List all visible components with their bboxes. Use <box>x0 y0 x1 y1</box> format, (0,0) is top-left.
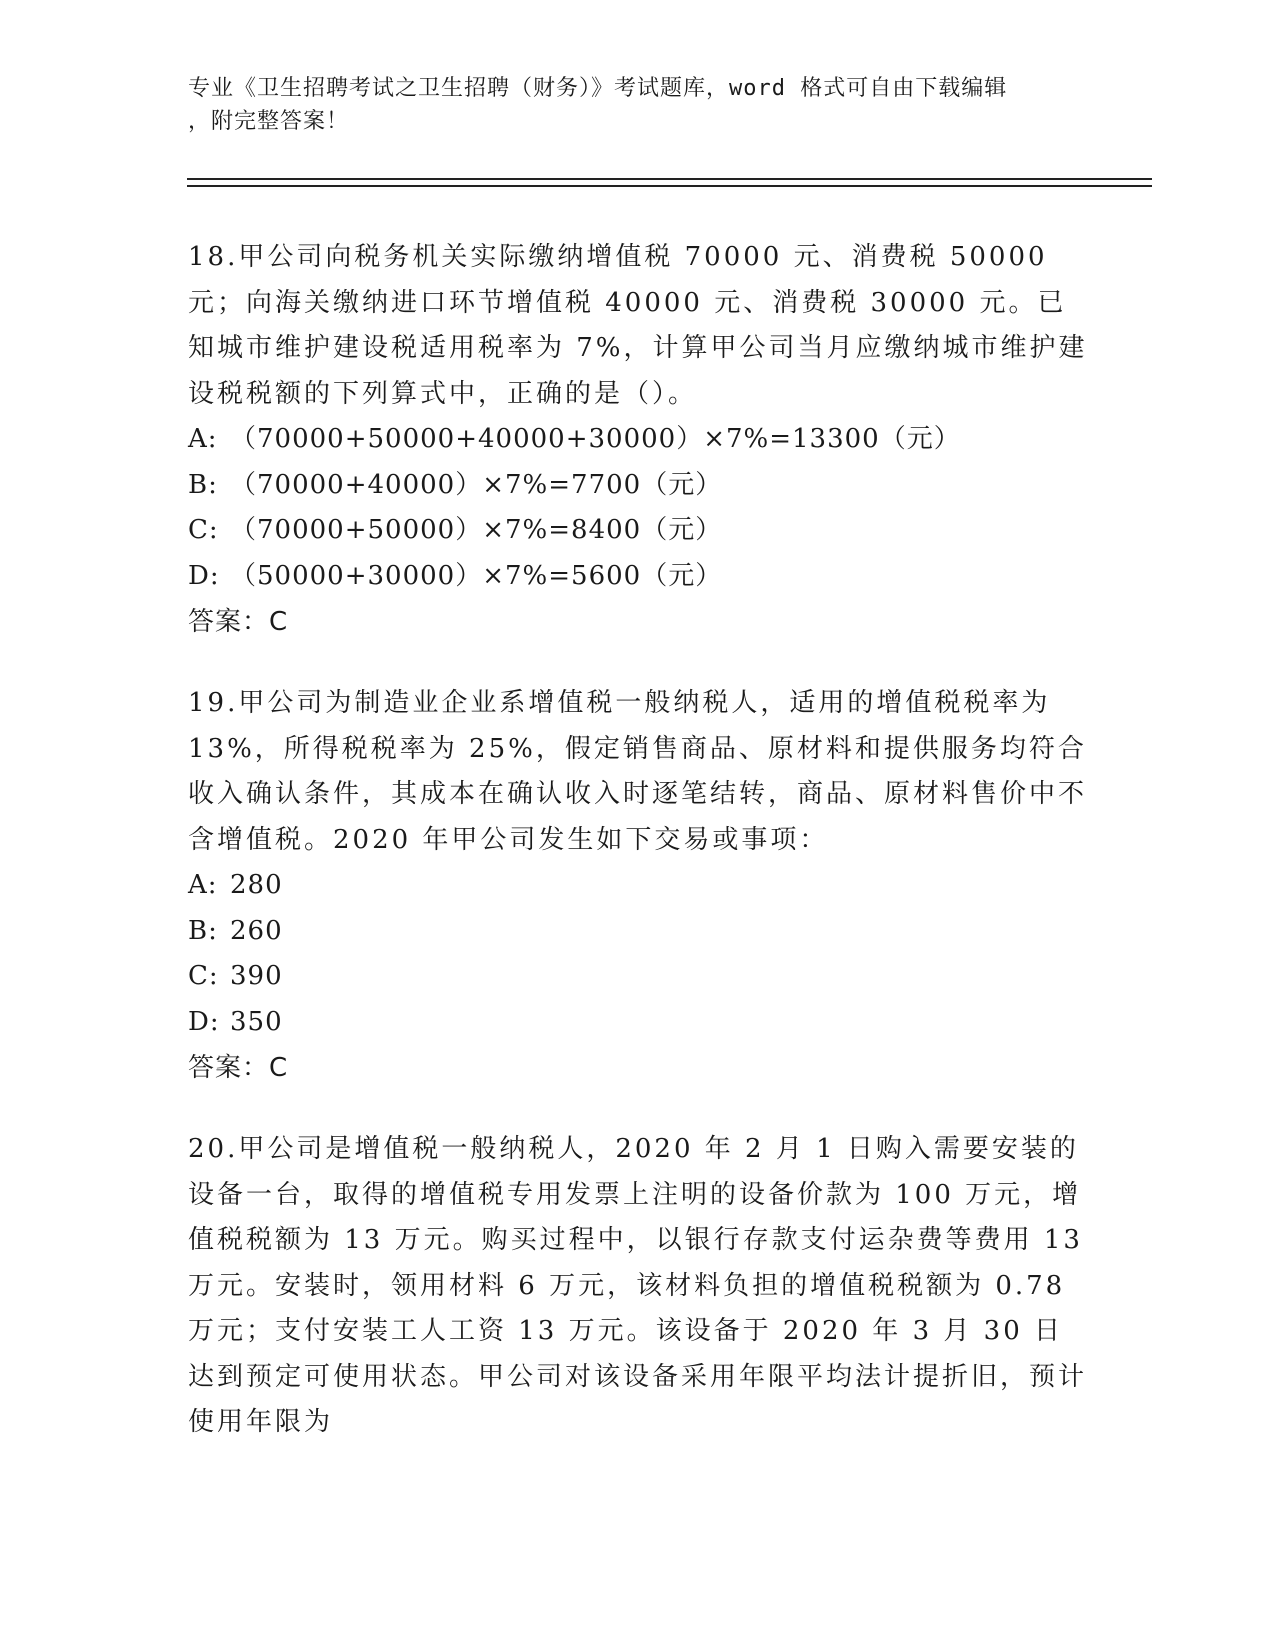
option-text: 390 <box>230 961 283 991</box>
option-key: A: <box>188 870 218 900</box>
option-key: D: <box>188 1006 220 1037</box>
option-key: A: <box>188 424 218 454</box>
question-stem: 19.甲公司为制造业企业系增值税一般纳税人，适用的增值税税率为 13%，所得税税率为 25%，假定销售商品、原材料和提供服务均符合收入确认条件，其成本在确认收入时逐笔结转，商品、原材料售价中不含增值税。2020 年甲公司发生如下交易或事项： <box>188 688 1088 855</box>
option-c <box>188 954 1088 1000</box>
question-list <box>188 235 1088 1482</box>
option-a <box>188 417 1088 463</box>
option-text: （70000+50000+40000+30000）×7%=13300（元） <box>230 424 961 454</box>
option-text: 260 <box>230 915 283 946</box>
option-text: 350 <box>230 1006 283 1037</box>
option-key: C: <box>188 515 219 545</box>
document-header <box>188 72 1088 138</box>
option-text: 280 <box>230 870 283 900</box>
question-19 <box>188 681 1088 1091</box>
answer-line: 答案：C <box>188 1053 289 1083</box>
option-key: C: <box>188 961 219 991</box>
option-key: D: <box>188 560 220 591</box>
question-20 <box>188 1127 1088 1446</box>
question-stem: 20.甲公司是增值税一般纳税人，2020 年 2 月 1 日购入需要安装的设备一台，取得的增值税专用发票上注明的设备价款为 100 万元，增值税税额为 13 万元。购买过程中，以银行存款支付运杂费等费用 13 万元。安装时，领用材料 6 万元，该材料负担的增值税税额为 0.78 万元；支付安装工人工资 13 万元。该设备于 2020 年 3 月 30 日达到预定可使用状态。甲公司对该设备采用年限平均法计提折旧，预计使用年限为 <box>188 1134 1088 1437</box>
option-key: B: <box>188 469 218 500</box>
option-text: （70000+50000）×7%=8400（元） <box>230 515 723 545</box>
header-divider-bottom <box>187 185 1152 187</box>
answer-line: 答案：C <box>188 607 289 637</box>
option-d <box>188 554 1088 600</box>
header-divider-top <box>187 178 1152 180</box>
option-c <box>188 508 1088 554</box>
question-18 <box>188 235 1088 645</box>
option-key: B: <box>188 915 218 946</box>
option-text: （70000+40000）×7%=7700（元） <box>230 469 723 500</box>
option-d <box>188 1000 1088 1046</box>
option-a <box>188 863 1088 909</box>
header-line-2: ，附完整答案！ <box>188 109 350 134</box>
option-text: （50000+30000）×7%=5600（元） <box>230 560 723 591</box>
header-line-1: 专业《卫生招聘考试之卫生招聘（财务）》考试题库，word 格式可自由下载编辑 <box>188 76 1008 101</box>
question-stem: 18.甲公司向税务机关实际缴纳增值税 70000 元、消费税 50000 元；向海关缴纳进口环节增值税 40000 元、消费税 30000 元。已知城市维护建设税适用税率为 7%，计算甲公司当月应缴纳城市维护建设税税额的下列算式中，正确的是（）。 <box>188 242 1088 409</box>
option-b <box>188 909 1088 955</box>
option-b <box>188 463 1088 509</box>
